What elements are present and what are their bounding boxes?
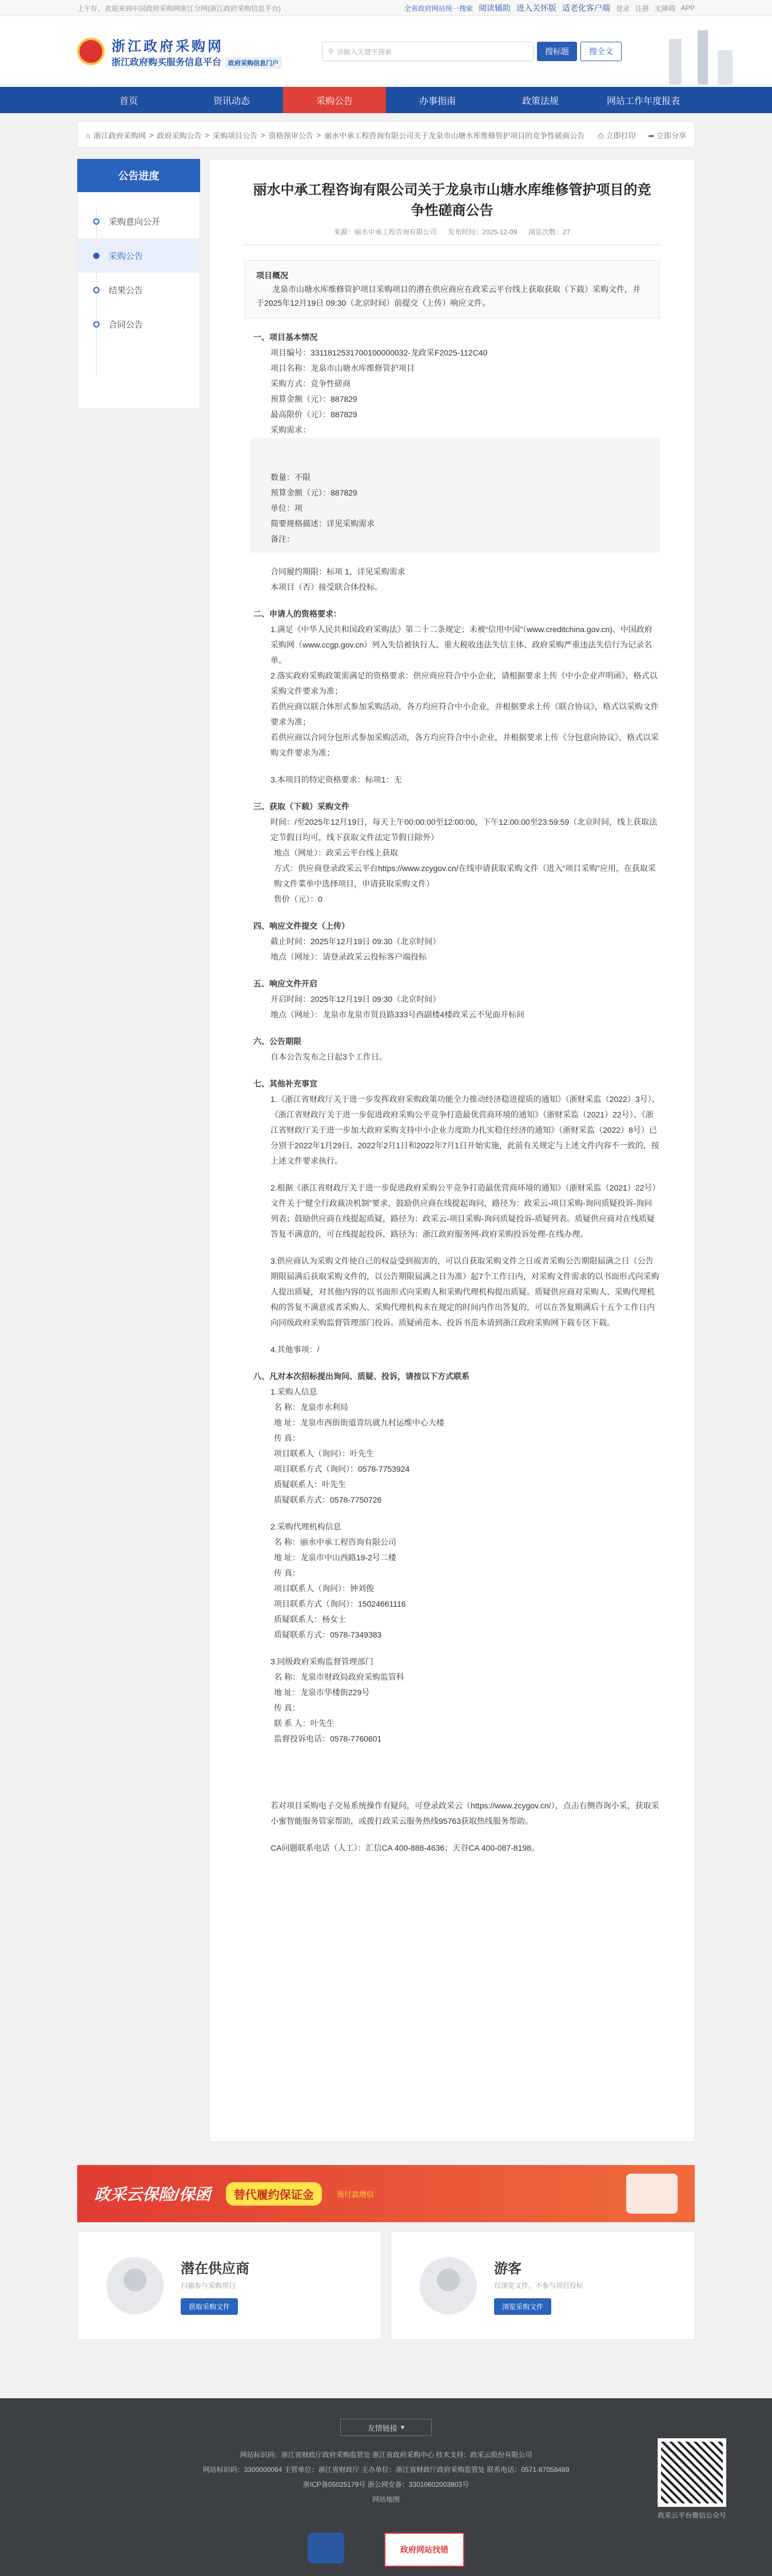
share-button[interactable]: ➦ 立即分享 — [648, 131, 686, 140]
contact-line: 项目联系方式（询问）：0578-7753924 — [274, 1464, 410, 1473]
contact-line: 联 系 人：叶先生 — [274, 1719, 335, 1728]
article-source: 来源：丽水中承工程咨询有限公司 — [333, 228, 437, 236]
print-button[interactable]: ⎙ 立即打印 — [598, 131, 636, 140]
elderly-client-link[interactable]: 适老化客户端 — [562, 3, 610, 13]
crumb-1[interactable]: 浙江政府采购网 — [93, 131, 146, 140]
footer-line: 网站标识码：浙江省财政厅政府采购监管处 浙江省政府采购中心 技术支持：政采云股份有限公司 — [240, 2451, 532, 2459]
sidebar-item-intent[interactable]: 采购意向公开 — [78, 204, 200, 238]
contact-line: 质疑联系方式：0578-7349383 — [274, 1630, 382, 1639]
sidebar-title: 公告进度 — [77, 159, 200, 192]
qr-caption: 政采云平台微信公众号 — [657, 2511, 726, 2519]
site-name: 浙江政府采购网 — [112, 38, 224, 54]
article-body — [244, 330, 660, 1856]
sitemap-link[interactable]: 网站地图 — [372, 2495, 400, 2503]
timeline-dot-icon — [93, 218, 100, 225]
section-para: 采购需求： — [270, 425, 311, 434]
article-title: 丽水中承工程咨询有限公司关于龙泉市山塘水库维修管护项目的竞争性磋商公告 — [253, 182, 651, 218]
contact-line: 地 址：龙泉市华楼街229号 — [274, 1688, 370, 1697]
footer-badges — [0, 2533, 772, 2567]
contact-heading: 3.同级政府采购监督管理部门 — [270, 1657, 373, 1666]
visitor-panel — [391, 2231, 695, 2340]
section-heading: 三、获取（下载）采购文件 — [253, 802, 349, 811]
nav-policy[interactable]: 政策法规 — [522, 96, 559, 106]
sidebar-item-contract[interactable]: 合同公告 — [78, 307, 200, 341]
section-para: 时间：/至2025年12月19日，每天上午00:00:00至12:00:00，下午12:00:00至23:59:59（北京时间，线上获取法定节假日均可，线下获取文件法定节假日除外） — [270, 817, 658, 842]
section-heading: 二、申请人的资格要求： — [253, 609, 341, 618]
section-heading: 六、公告期限 — [253, 1037, 301, 1046]
section-para: 开启时间：2025年12月19日 09:30（北京时间） — [270, 995, 441, 1004]
national-emblem-icon — [77, 38, 105, 65]
insurance-banner[interactable] — [77, 2165, 695, 2222]
main-nav — [0, 87, 772, 113]
section-heading: 一、项目基本情况 — [253, 333, 317, 342]
site-logo[interactable] — [77, 35, 282, 69]
search-icon: ⚲ — [328, 47, 333, 55]
section-para: 方式：供应商登录政采云平台https://www.zcygov.cn/在线申请获取采购文件（进入“项目采购”应用，在获取采购文件菜单中选择项目，申请获取采购文件） — [274, 864, 656, 888]
search-input[interactable] — [322, 42, 534, 61]
section-heading: 五、响应文件开启 — [253, 979, 317, 988]
banner-title: 政采云保险/保函 — [94, 2186, 211, 2203]
section-para: 简要规格描述：详见采购需求 — [270, 519, 375, 528]
visitor-desc: 仅浏览文件，不参与项目投标 — [494, 2281, 584, 2290]
contact-line: 监督投诉电话：0578-7760601 — [274, 1734, 382, 1743]
progress-sidebar — [77, 159, 200, 2142]
register-link[interactable]: 注册 — [635, 4, 649, 13]
footer-line: 网站标识码：3300000064 主管单位：浙江省财政厅 主办单位：浙江省财政厅政府采购监管处 联系电话：0571-87058489 — [202, 2466, 570, 2474]
sidebar-item-notice[interactable]: 采购公告 — [78, 238, 200, 273]
section-para: 预算金额（元）：887829 — [270, 488, 357, 497]
search-bar — [322, 42, 622, 61]
login-link[interactable]: 登录 — [615, 4, 630, 13]
section-para: 地点（网址）：龙泉市龙泉市贤良路333号西副楼4楼政采云不见面开标间 — [270, 1010, 525, 1019]
section-para: 合同履约期限：标项 1，详见采购需求 — [270, 567, 405, 576]
contact-line: 传 真： — [274, 1433, 300, 1443]
section-para: 1.《浙江省财政厅关于进一步发挥政府采购政策功能全力推动经济稳进提质的通知》（浙财采监（2022）3号）、《浙江省财政厅关于进一步促进政府采购公平竞争打造最优营商环境的通知》（浙财采监（2021）22号）、《浙江省财政厅关于进一步加大政府采购支持中小企业力度助力扎实稳住经济的通知》（浙财采监（2022）8号）已分别于2022年1月29日、2022年2月1日和2022年7月1日开始实施，此前有关规定与上述文件内容不一致的，按上述文件要求执行。 — [270, 1095, 660, 1165]
service-panels — [77, 2231, 695, 2340]
search-title-button[interactable]: 搜标题 — [537, 42, 577, 61]
skyline-decoration-icon — [663, 27, 738, 85]
home-icon: ⌂ — [86, 130, 90, 139]
contact-line: 项目联系人（询问）：叶先生 — [274, 1449, 374, 1458]
crumb-current: 丽水中承工程咨询有限公司关于龙泉市山塘水库维修管护项目的竞争性磋商公告 — [324, 131, 585, 140]
party-gov-badge-icon[interactable] — [308, 2533, 344, 2563]
browse-file-button[interactable]: 浏览采购文件 — [494, 2298, 551, 2315]
site-subtitle: 浙江政府购买服务信息平台 — [112, 57, 222, 67]
section-para: 数量：不限 — [270, 473, 311, 482]
section-para: 地点（网址）：请登录政采云投标客户端投标 — [270, 952, 427, 961]
supplier-panel — [77, 2231, 381, 2340]
section-para: 1.满足《中华人民共和国政府采购法》第二十二条规定；未被“信用中国”（www.creditchina.gov.cn)、中国政府采购网（www.ccgp.gov.cn）列入失信被执行人、重大税收违法失信主体、政府采购严重违法失信行为记录名单。 — [270, 625, 652, 665]
visitor-avatar-icon — [420, 2257, 477, 2314]
chevron-down-icon: ▾ — [400, 2423, 405, 2431]
accessibility-link[interactable]: 无障碍 — [654, 4, 675, 13]
reading-aid-link[interactable]: 阅读辅助 — [478, 3, 511, 13]
footer-info — [0, 2447, 772, 2507]
section-para: 预算金额（元）：887829 — [270, 394, 357, 404]
contact-line: 项目联系方式（询问）：15024661116 — [274, 1599, 406, 1608]
crumb-3[interactable]: 采购项目公告 — [213, 131, 258, 140]
section-para: 备注： — [270, 534, 295, 544]
article-panel — [209, 159, 695, 2142]
gov-error-report-badge[interactable]: 政府网站找错 — [384, 2533, 464, 2567]
contact-line: 质疑联系人：杨女士 — [274, 1615, 346, 1624]
nav-guide[interactable]: 办事指南 — [419, 96, 456, 106]
section-para: 截止时间：2025年12月19日 09:30（北京时间） — [270, 937, 441, 946]
section-para: 若供应商以合同分包形式参加采购活动，各方均应符合中小企业，并根据要求上传《分包意向协议》，格式以采购文件要求为准； — [270, 733, 659, 757]
project-summary — [244, 260, 660, 318]
top-links — [404, 2, 695, 14]
welcome-text: 上午好，欢迎来到中国政府采购网浙江分网(浙江政府采购信息平台) — [77, 4, 281, 13]
help-text: 若对项目采购电子交易系统操作有疑问，可登录政采云（https://www.zcygov.cn/），点击右侧咨询小采，获取采小蜜智能服务管家帮助，或拨打政采云服务热线95763获取热线服务帮助。 — [270, 1801, 659, 1826]
section-para: 2.落实政府采购政策需满足的资格要求：供应商应符合中小企业，请根据要求上传《中小企业声明函》，格式以采购文件要求为准； — [270, 671, 658, 696]
banner-tag: 替代履约保证金 — [226, 2182, 322, 2206]
section-para: 项目名称：龙泉市山塘水库维修管护项目 — [270, 364, 415, 373]
contact-line: 传 真： — [274, 1703, 300, 1712]
contact-line: 地 址：龙泉市西街街道青坑就九村运维中心大楼 — [274, 1418, 444, 1427]
supplier-avatar-icon — [106, 2257, 164, 2314]
timeline-dot-icon — [93, 321, 100, 328]
section-para: 单位：项 — [270, 504, 303, 513]
section-para: 4.其他事项：/ — [270, 1345, 320, 1354]
get-file-button[interactable]: 获取采购文件 — [181, 2298, 238, 2315]
unified-search-link[interactable]: 全省政府网站统一搜索 — [404, 4, 473, 13]
section-para: 2.根据《浙江省财政厅关于进一步促进政府采购公平竞争打造最优营商环境的通知》（浙财采监（2021）22号）文件关于“健全行政裁决机制”要求，鼓励供应商在线提起询问，路径为：政采云-项目采购-询问质疑投诉-询问列表；鼓励供应商在线提起质疑，路径为：政采云-项目采购-询问质疑投诉-质疑列表。质疑供应商对在线质疑答复不满意的，可在线提起投诉，路径为：浙江政府服务网-政府采购投诉处理-在线办理。 — [270, 1183, 656, 1239]
contact-heading: 1.采购人信息 — [270, 1387, 317, 1396]
section-para: 采购方式：竞争性磋商 — [270, 379, 351, 388]
breadcrumb: ⌂ 浙江政府采购网 > 政府采购公告 > 采购项目公告 > 资格预审公告 > 丽水中承工程咨询有限公司关于龙泉市山塘水库维修管护项目的竞争性磋商公告 ⎙ 立即打印 ➦ 立即分享 — [77, 121, 695, 147]
contact-line: 质疑联系方式：0578-7750726 — [274, 1495, 382, 1504]
care-mode-link[interactable]: 进入关怀版 — [516, 3, 556, 13]
search-placeholder: 请输入关键字搜索 — [336, 47, 392, 56]
article-views: 浏览次数：27 — [528, 228, 571, 236]
contact-line: 传 真： — [274, 1568, 300, 1577]
section-para: 3.供应商认为采购文件使自己的权益受到损害的，可以自获取采购文件之日或者采购公告期限届满之日（公告期限届满后获取采购文件的，以公告期限届满之日为准）起7个工作日内，对采购文件需求的以书面形式向采购人提出质疑，对其他内容的以书面形式向采购人和采购代理机构提出质疑。质疑供应商对采购人、采购代理机构的答复不满意或者采购人、采购代理机构未在规定的时间内作出答复的，可以在答复期满后十五个工作日内向同级政府采购监督管理部门投诉。质疑函范本、投诉书范本请到浙江政府采购网下载专区下载。 — [270, 1256, 659, 1327]
portal-badge: 政府采购信息门户 — [225, 57, 282, 69]
summary-title: 项目概况 — [256, 271, 288, 280]
app-link[interactable]: APP — [681, 4, 695, 12]
contact-line: 地 址：龙泉市中山西路19-2号二楼 — [274, 1553, 396, 1562]
contact-line: 名 称：丽水中承工程咨询有限公司 — [274, 1537, 396, 1547]
section-para: 3.本项目的特定资格要求：标项1：无 — [270, 775, 402, 784]
qr-code — [658, 2438, 726, 2520]
requirement-box — [250, 438, 660, 553]
timeline-dot-icon — [93, 253, 100, 259]
section-heading: 四、响应文件提交（上传） — [253, 921, 349, 930]
nav-home[interactable]: 首页 — [119, 96, 138, 106]
nav-procurement-notice[interactable]: 采购公告 — [283, 87, 386, 113]
section-heading: 八、凡对本次招标提出询问、质疑、投诉，请按以下方式联系 — [253, 1372, 469, 1381]
contact-line: 名 称：龙泉市水利局 — [274, 1403, 348, 1412]
timeline-dot-icon — [93, 287, 100, 293]
footer-line: 浙ICP备05025179号 浙公网安备：33010602003803号 — [303, 2481, 469, 2489]
nav-news[interactable]: 资讯动态 — [213, 96, 250, 106]
section-para: 若供应商以联合体形式参加采购活动，各方均应符合中小企业，并根据要求上传《联合协议》，格式以采购文件要求为准； — [270, 702, 659, 726]
banner-subtag: 预付款增信 — [336, 2190, 374, 2199]
article-date: 发布时间：2025-12-09 — [448, 228, 518, 236]
section-para: 项目编号：3311812531700100000032-龙政采F2025-112C40 — [270, 348, 488, 357]
site-header — [0, 16, 772, 87]
ca-contact-text: CA问题联系电话（人工）：汇信CA 400-888-4636；天谷CA 400-087-8198。 — [270, 1843, 539, 1852]
visitor-title: 游客 — [494, 2261, 522, 2277]
sidebar-item-result[interactable]: 结果公告 — [78, 273, 200, 307]
section-para: 地点（网址）：政采云平台线上获取 — [274, 848, 398, 857]
shield-illustration-icon — [626, 2174, 678, 2214]
section-para: 最高限价（元）：887829 — [270, 410, 357, 419]
supplier-title: 潜在供应商 — [181, 2261, 249, 2277]
search-fulltext-button[interactable]: 搜全文 — [580, 42, 622, 61]
site-footer — [0, 2398, 772, 2576]
summary-body: 龙泉市山塘水库维修管护项目采购项目的潜在供应商应在政采云平台线上获取获取（下载）采购文件，并于2025年12月19日 09:30（北京时间）前提交（上传）响应文件。 — [256, 285, 640, 307]
article-meta — [244, 227, 660, 245]
supplier-desc: 扫描参与采购项目 — [181, 2281, 236, 2290]
section-para: 本项目（否）接受联合体投标。 — [270, 582, 383, 592]
section-para: 自本公告发布之日起3个工作日。 — [270, 1052, 387, 1061]
friendly-links-dropdown[interactable]: 友情链接 ▾ — [340, 2419, 432, 2436]
section-para: 售价（元）：0 — [274, 894, 323, 904]
crumb-2[interactable]: 政府采购公告 — [157, 131, 202, 140]
crumb-4[interactable]: 资格预审公告 — [268, 131, 313, 140]
nav-annual-report[interactable]: 网站工作年度报表 — [606, 96, 680, 106]
printer-icon: ⎙ — [598, 131, 606, 140]
contact-line: 质疑联系人：叶先生 — [274, 1480, 346, 1489]
top-bar — [0, 0, 772, 16]
section-heading: 七、其他补充事宜 — [253, 1079, 317, 1088]
contact-line: 名 称：龙泉市财政局政府采购监管科 — [274, 1672, 404, 1682]
contact-line: 项目联系人（询问）：钟刘俊 — [274, 1584, 374, 1593]
qr-code-icon — [658, 2438, 726, 2507]
share-icon: ➦ — [648, 131, 656, 140]
contact-heading: 2.采购代理机构信息 — [270, 1522, 341, 1531]
